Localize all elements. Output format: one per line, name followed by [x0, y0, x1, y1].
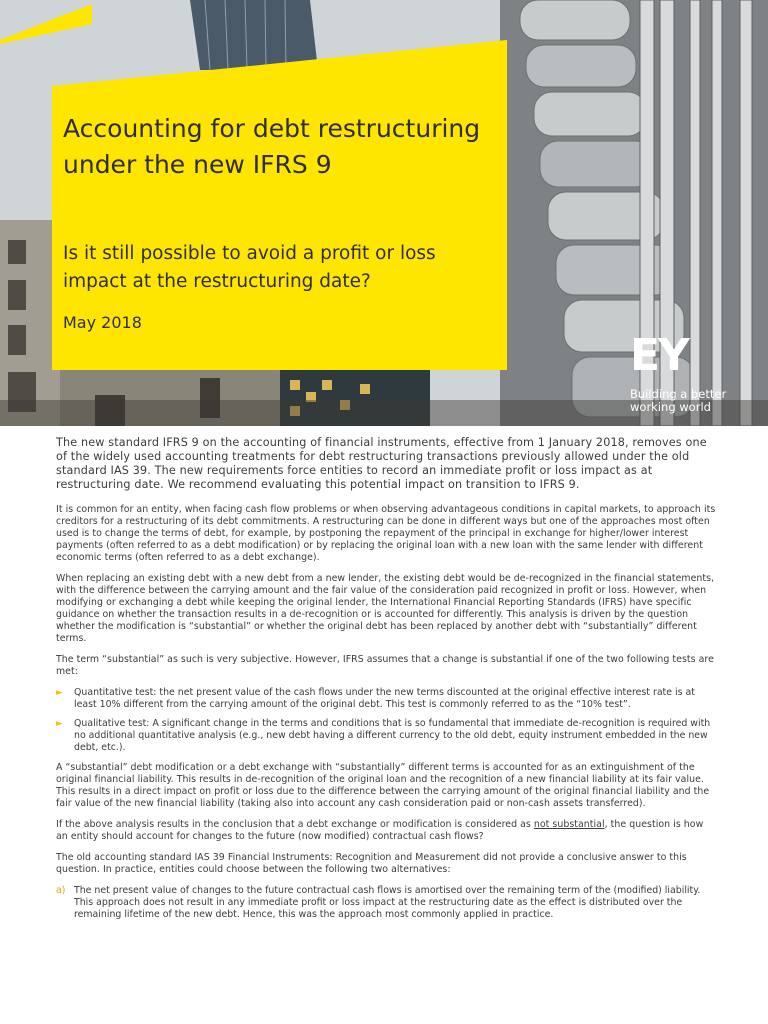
intro-paragraph: The new standard IFRS 9 on the accounting of financial instruments, effective from 1 January 2018, removes one of the widely used accounting treatments for debt restructuring transactions previously allowed under the old standard IAS 39. The new requirements force entities to record an immediate profit or loss impact as at restructuring date. We recommend evaluating this potential impact on transition to IFRS 9.: [56, 436, 707, 491]
ey-beam-icon: [0, 0, 115, 124]
text-segment: If the above analysis results in the conclusion that a debt exchange or modification is considered as: [56, 819, 534, 830]
list-item: [56, 718, 716, 754]
document-subtitle: Is it still possible to avoid a profit or loss impact at the restructuring date?: [63, 243, 436, 292]
paragraph-extinguishment: A “substantial” debt modification or a debt exchange with “substantially” different terms is accounted for as an extinguishment of the original financial liability. This results in de-recognition of the original loan and the recognition of a new financial liability at its fair value. This results in a direct impact on profit or loss due to the difference between the carrying amount of the original financial liability and the fair value of the new financial liability (taking also into account any cash consideration paid or non-cash assets transferred).: [56, 762, 710, 809]
publication-date: May 2018: [63, 313, 142, 332]
arrow-bullet-icon: ►: [56, 719, 63, 729]
alternative-a-marker: a): [56, 885, 66, 896]
ey-tagline: Building a better working world: [630, 387, 727, 414]
arrow-bullet-icon: ►: [56, 688, 63, 698]
article-body: [56, 436, 716, 929]
emphasis-not-substantial: not substantial: [533, 819, 605, 830]
document-title: Accounting for debt restructuring under the new IFRS 9: [63, 114, 481, 179]
paragraph-derecognition: When replacing an existing debt with a new debt from a new lender, the existing debt would be de-recognized in the financial statements, with the difference between the carrying amount and the fair value of the consideration paid recognized in profit or loss. However, when modifying or exchanging a debt while keeping the original lender, the International Financial Reporting Standards (IFRS) have specific guidance on whether the transaction results in a de-recognition or is accounted for differently. This analysis is driven by the question whether the modification is “substantial” or whether the original debt has been replaced by another debt with “substantially” different terms.: [56, 573, 715, 644]
quantitative-test-text: Quantitative test: the net present value of the cash flows under the new terms discounted at the original effective interest rate is at least 10% different from the carrying amount of the original debt. This test is commonly referred to as the “10% test”.: [74, 687, 695, 710]
qualitative-test-text: Qualitative test: A significant change in the terms and conditions that is so fundamental that immediate de-recognition is required with no additional quantitative analysis (e.g., new debt having a different currency to the old debt, equity instrument embedded in the new debt, etc.).: [74, 718, 711, 753]
alternatives-list: [56, 885, 716, 921]
list-item: [56, 885, 716, 921]
cover-photo: [0, 0, 768, 426]
alternative-a-text: The net present value of changes to the future contractual cash flows is amortised over the remaining term of the (modified) liability. This approach does not result in any immediate profit or loss impact at the restructuring date as the effect is distributed over the remaining lifetime of the new debt. Hence, this was the approach most commonly applied in practice.: [74, 885, 701, 920]
tests-list: [56, 687, 716, 754]
text-segment: , the question is how an entity should account for changes to the future (now modified) contractual cash flows?: [56, 819, 704, 842]
paragraph-substantial: The term “substantial” as such is very subjective. However, IFRS assumes that a change is substantial if one of the two following tests are met:: [56, 654, 714, 677]
paragraph-not-substantial: [56, 819, 716, 843]
paragraph-restructuring: It is common for an entity, when facing cash flow problems or when observing advantageous conditions in capital markets, to approach its creditors for a restructuring of its debt commitments. A restructuring can be done in different ways but one of the approaches most often used is to change the terms of debt, for example, by postponing the repayment of the principal in exchange for higher/lower interest payments (often referred to as a debt modification) or by replacing the original loan with a new loan with the same lender with different economic terms (often referred to as a debt exchange).: [56, 504, 716, 563]
list-item: [56, 687, 716, 711]
ey-logo: EY: [630, 330, 688, 381]
paragraph-ias39: The old accounting standard IAS 39 Financial Instruments: Recognition and Measurement did not provide a conclusive answer to this question. In practice, entities could choose between the following two alternatives:: [56, 852, 687, 875]
